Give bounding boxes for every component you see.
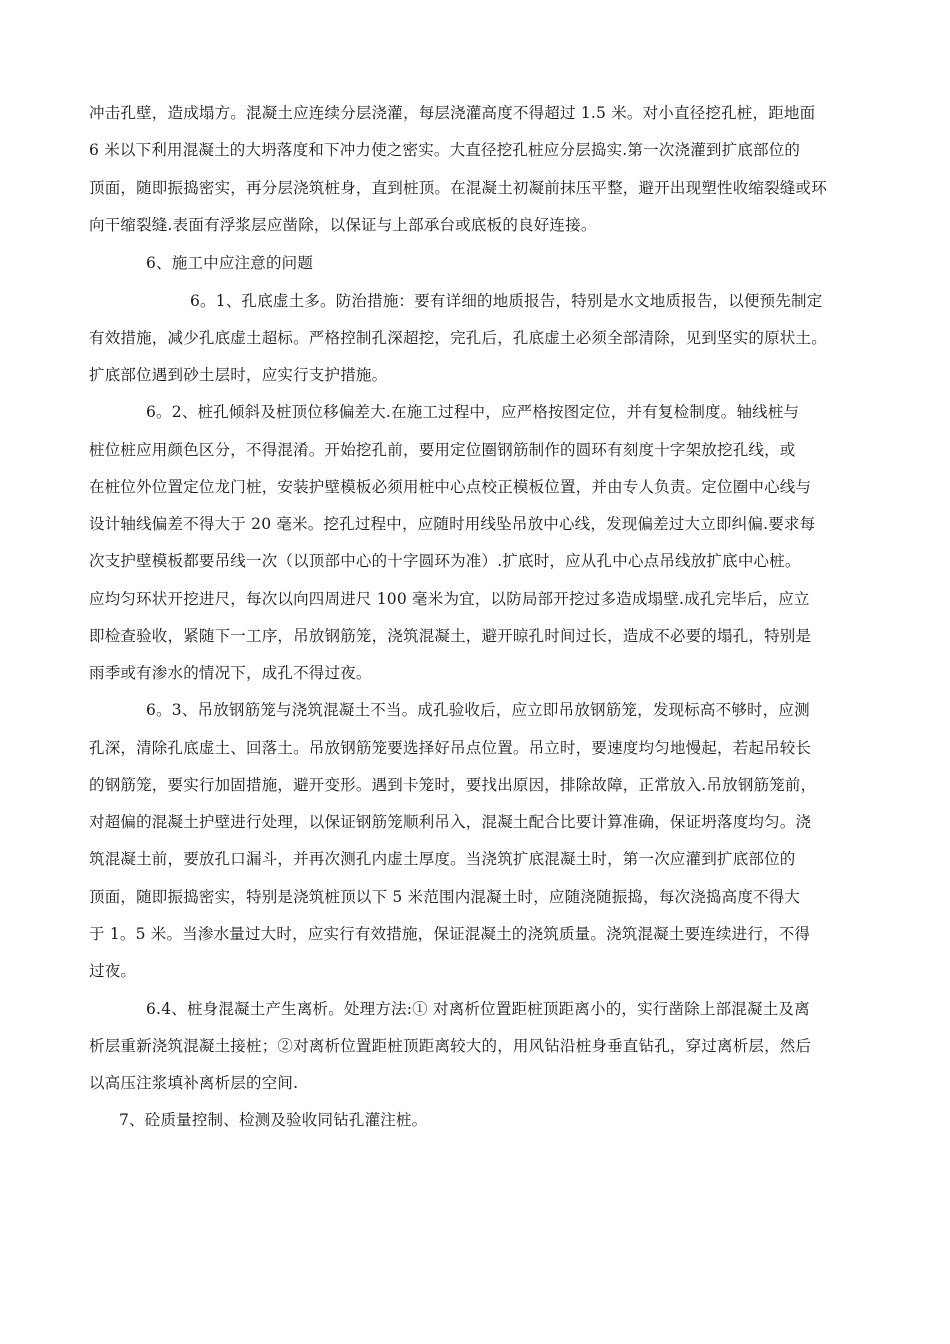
text-line: 桩位桩应用颜色区分，不得混淆。开始挖孔前，要用定位圈钢筋制作的圆环有刻度十字架放挖孔线，或 bbox=[89, 441, 796, 459]
text-line: 的钢筋笼，要实行加固措施，避开变形。遇到卡笼时，要找出原因，排除故障，正常放入.吊放钢筋笼前， bbox=[89, 776, 817, 794]
section-heading: 6、施工中应注意的问题 bbox=[146, 254, 314, 272]
text-line: 扩底部位遇到砂土层时，应实行支护措施。 bbox=[89, 366, 388, 384]
text-line: 次支护壁模板都要吊线一次（以顶部中心的十字圆环为准）.扩底时，应从孔中心点吊线放扩底中心桩。 bbox=[89, 552, 801, 570]
text-line: 过夜。 bbox=[89, 962, 137, 980]
text-line: 以高压注浆填补离析层的空间. bbox=[89, 1074, 299, 1092]
text-line: 顶面，随即振捣密实，再分层浇筑桩身，直到桩顶。在混凝土初凝前抹压平整，避开出现塑性收缩裂缝或环 bbox=[89, 179, 827, 197]
text-line: 6。3、吊放钢筋笼与浇筑混凝土不当。成孔验收后，应立即吊放钢筋笼，发现标高不够时，应测 bbox=[146, 701, 810, 719]
text-line: 向干缩裂缝.表面有浮浆层应凿除，以保证与上部承台或底板的良好连接。 bbox=[89, 216, 597, 234]
text-line: 应均匀环状开挖进尺，每次以向四周进尺 100 毫米为宜，以防局部开挖过多造成塌壁.成孔完毕后，应立 bbox=[89, 590, 810, 608]
text-line: 冲击孔壁，造成塌方。混凝土应连续分层浇灌，每层浇灌高度不得超过 1.5 米。对小直径挖孔桩，距地面 bbox=[89, 104, 816, 122]
text-line: 6 米以下利用混凝土的大坍落度和下冲力使之密实。大直径挖孔桩应分层捣实.第一次浇灌到扩底部位的 bbox=[89, 141, 801, 159]
text-line: 孔深，清除孔底虚土、回落土。吊放钢筋笼要选择好吊点位置。吊立时，要速度均匀地慢起，若起吊较长 bbox=[89, 739, 812, 757]
text-line: 即检查验收，紧随下一工序，吊放钢筋笼，浇筑混凝土，避开晾孔时间过长，造成不必要的塌孔，特别是 bbox=[89, 627, 812, 645]
text-line: 于 1。5 米。当渗水量过大时，应实行有效措施，保证混凝土的浇筑质量。浇筑混凝土要连续进行，不得 bbox=[89, 925, 811, 943]
text-line: 6。2、桩孔倾斜及桩顶位移偏差大.在施工过程中，应严格按图定位，并有复检制度。轴线桩与 bbox=[146, 403, 800, 421]
text-line: 析层重新浇筑混凝土接桩；②对离析位置距桩顶距离较大的，用风钻沿桩身垂直钻孔，穿过离析层，然后 bbox=[89, 1037, 812, 1055]
section-heading: 7、砼质量控制、检测及验收同钻孔灌注桩。 bbox=[119, 1111, 428, 1129]
text-line: 雨季或有渗水的情况下，成孔不得过夜。 bbox=[89, 664, 372, 682]
text-line: 6.4、桩身混凝土产生离析。处理方法:① 对离析位置距桩顶距离小的，实行凿除上部混凝土及离 bbox=[146, 1000, 810, 1018]
text-line: 设计轴线偏差不得大于 20 毫米。挖孔过程中，应随时用线坠吊放中心线，发现偏差过大立即纠偏.要求每 bbox=[89, 515, 816, 533]
text-line: 有效措施，减少孔底虚土超标。严格控制孔深超挖，完孔后，孔底虚土必须全部清除，见到坚实的原状土。 bbox=[89, 329, 827, 347]
text-line: 6。1、孔底虚土多。防治措施：要有详细的地质报告，特别是水文地质报告，以便预先制定 bbox=[190, 292, 823, 310]
text-line: 对超偏的混凝土护壁进行处理，以保证钢筋笼顺利吊入，混凝土配合比要计算准确，保证坍落度均匀。浇 bbox=[89, 813, 812, 831]
text-line: 筑混凝土前，要放孔口漏斗，并再次测孔内虚土厚度。当浇筑扩底混凝土时，第一次应灌到扩底部位的 bbox=[89, 850, 796, 868]
text-line: 顶面，随即振捣密实，特别是浇筑桩顶以下 5 米范围内混凝土时，应随浇随振捣，每次浇捣高度不得大 bbox=[89, 888, 801, 906]
text-line: 在桩位外位置定位龙门桩，安装护壁模板必须用桩中心点校正模板位置，并由专人负责。定位圈中心线与 bbox=[89, 478, 812, 496]
